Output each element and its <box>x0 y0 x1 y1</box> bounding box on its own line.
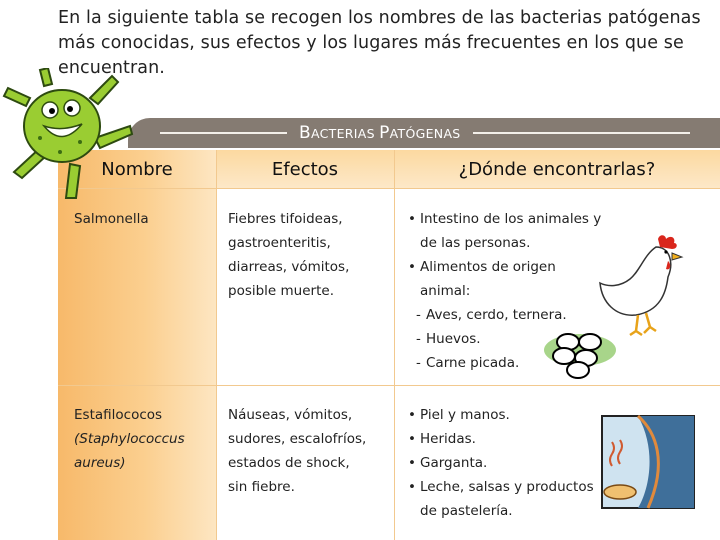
header-nombre: Nombre <box>101 159 173 180</box>
title-letter: B <box>299 123 311 143</box>
eggs-icon <box>542 328 620 380</box>
donde-subitem: - Huevos. <box>408 327 601 351</box>
donde-subitem: - Aves, cerdo, ternera. <box>408 303 601 327</box>
column-divider <box>216 150 217 540</box>
donde-subitem: - Carne picada. <box>408 351 601 375</box>
donde-item: de las personas. <box>420 235 531 251</box>
donde-item: animal: <box>420 283 471 299</box>
donde-item: de pastelería. <box>420 503 513 519</box>
column-divider <box>394 150 395 540</box>
efecto-line: gastroenteritis, <box>228 235 331 251</box>
title-letter: P <box>379 123 390 143</box>
efecto-line: estados de shock, <box>228 455 350 471</box>
nombre-text: Estafilococos <box>74 407 163 423</box>
efecto-line: Fiebres tifoideas, <box>228 211 343 227</box>
row2-donde <box>408 403 594 523</box>
row2-efectos <box>228 403 366 499</box>
bacteria-cartoon-icon <box>0 68 160 208</box>
intro-text: En la siguiente tabla se recogen los nombres de las bacterias patógenas más conocidas, sus efectos y los lugares más frecuentes en los que se encuentran. <box>58 8 701 78</box>
title-text: ATÓGENAS <box>389 126 461 141</box>
donde-item: • Piel y manos. <box>408 403 594 427</box>
donde-item: • Intestino de los animales y <box>408 207 601 231</box>
title-text: ACTERIAS <box>310 126 380 141</box>
food-plate-icon <box>598 412 698 512</box>
efecto-line: posible muerte. <box>228 283 334 299</box>
row2-nombre <box>74 403 194 475</box>
hen-icon <box>596 233 688 341</box>
donde-item: • Garganta. <box>408 451 594 475</box>
header-donde: ¿Dónde encontrarlas? <box>458 159 656 180</box>
efecto-line: sin fiebre. <box>228 479 295 495</box>
donde-item: • Heridas. <box>408 427 594 451</box>
table-title <box>287 120 473 146</box>
header-efectos: Efectos <box>271 159 339 180</box>
efecto-line: sudores, escalofríos, <box>228 431 367 447</box>
efecto-line: diarreas, vómitos, <box>228 259 350 275</box>
row1-nombre: Salmonella <box>74 211 149 227</box>
nombre-latin: (Staphylococcus aureus) <box>74 431 185 471</box>
efecto-line: Náuseas, vómitos, <box>228 407 353 423</box>
row1-efectos <box>228 207 349 303</box>
donde-item: • Leche, salsas y productos <box>408 475 594 499</box>
row-divider <box>58 385 720 386</box>
donde-item: • Alimentos de origen <box>408 255 601 279</box>
